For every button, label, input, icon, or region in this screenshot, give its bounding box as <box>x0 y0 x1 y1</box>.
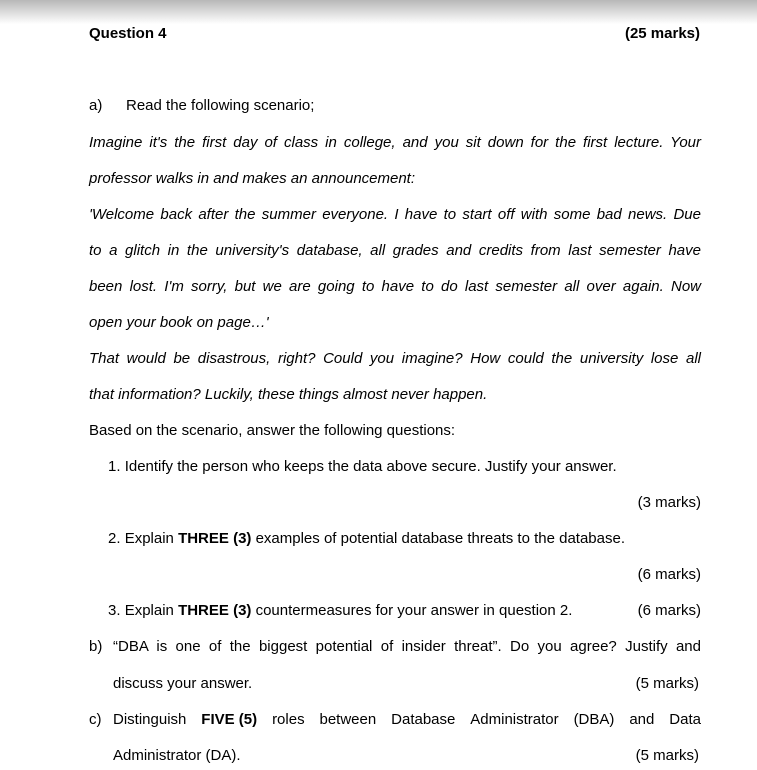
question-number: 2. <box>108 530 121 547</box>
part-a-label: a) <box>89 97 103 114</box>
question-text: Explain <box>124 530 179 547</box>
question-2-marks: (6 marks) <box>637 566 701 583</box>
scenario-line: 'Welcome back after the summer everyone. I have to start off with some bad news. Due <box>89 206 701 223</box>
question-3-marks: (6 marks) <box>637 602 701 619</box>
question-text: examples of potential database threats to the database. <box>251 530 625 547</box>
part-c-word: and <box>629 711 655 728</box>
top-shadow <box>0 0 757 24</box>
question-number: 1. <box>108 458 121 475</box>
part-c-word: Administrator <box>470 711 559 728</box>
part-c-text: Administrator (DA). <box>113 747 241 764</box>
scenario-line: professor walks in and makes an announcement: <box>89 170 416 187</box>
part-c-marks: (5 marks) <box>635 747 699 764</box>
question-marks: (25 marks) <box>624 25 700 42</box>
part-c-label: c) <box>89 711 102 728</box>
scenario-line: that information? Luckily, these things almost never happen. <box>89 386 488 403</box>
part-c-word: between <box>319 711 377 728</box>
question-title: Question 4 <box>89 25 167 42</box>
part-c-text <box>113 711 701 729</box>
question-emphasis: THREE (3) <box>178 602 252 619</box>
part-c-word: Database <box>391 711 456 728</box>
question-1 <box>108 458 617 476</box>
question-3 <box>108 602 572 620</box>
question-emphasis: THREE (3) <box>178 530 252 547</box>
part-b-text: “DBA is one of the biggest potential of insider threat”. Do you agree? Justify and <box>113 638 701 655</box>
scenario-line: to a glitch in the university's database, all grades and credits from last semester have <box>89 242 701 259</box>
questions-prompt: Based on the scenario, answer the following questions: <box>89 422 456 439</box>
question-number: 3. <box>108 602 121 619</box>
part-b-marks: (5 marks) <box>635 675 699 692</box>
part-c-emphasis: FIVE (5) <box>201 711 258 728</box>
question-text: countermeasures for your answer in question 2. <box>251 602 573 619</box>
scenario-line: Imagine it's the first day of class in college, and you sit down for the first lecture. Your <box>89 134 701 151</box>
question-1-marks: (3 marks) <box>637 494 701 511</box>
part-a-intro: Read the following scenario; <box>126 97 315 114</box>
question-text: Explain <box>124 602 179 619</box>
scenario-line: That would be disastrous, right? Could you imagine? How could the university lose all <box>89 350 701 367</box>
part-b-label: b) <box>89 638 103 655</box>
part-b-text: discuss your answer. <box>113 675 253 692</box>
part-c-word: Data <box>669 711 701 728</box>
scenario-line: been lost. I'm sorry, but we are going to have to do last semester all over again. Now <box>89 278 701 295</box>
part-c-word: Distinguish <box>113 711 187 728</box>
question-text: Identify the person who keeps the data above secure. Justify your answer. <box>124 458 617 475</box>
question-2 <box>108 530 625 548</box>
scenario-line: open your book on page…' <box>89 314 269 331</box>
part-c-word: roles <box>272 711 305 728</box>
part-c-word: (DBA) <box>573 711 615 728</box>
